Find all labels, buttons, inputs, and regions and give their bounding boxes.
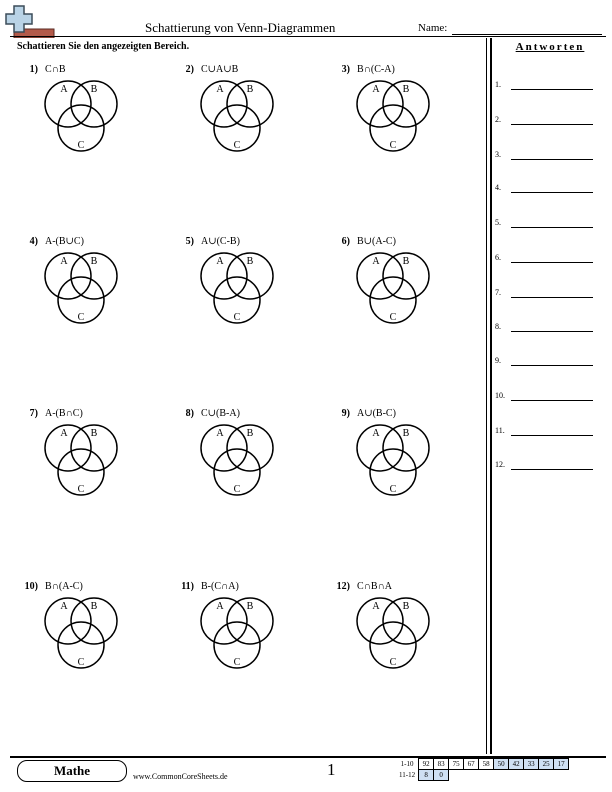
problem-expression: A∪(B-C) bbox=[357, 408, 396, 419]
problem-number: 9) bbox=[341, 408, 350, 419]
venn-circle-a[interactable] bbox=[45, 598, 91, 644]
score-cell-empty bbox=[509, 770, 524, 781]
venn-diagram[interactable] bbox=[356, 424, 436, 500]
venn-label-c: C bbox=[389, 484, 397, 495]
problem-number: 5) bbox=[185, 236, 194, 247]
score-cell: 42 bbox=[509, 759, 524, 770]
answer-number: 6. bbox=[495, 253, 501, 262]
venn-diagram[interactable] bbox=[356, 252, 436, 328]
score-cell: 58 bbox=[479, 759, 494, 770]
score-cell-empty bbox=[524, 770, 539, 781]
problem-number: 1) bbox=[29, 64, 38, 75]
score-cell-empty bbox=[479, 770, 494, 781]
venn-label-c: C bbox=[389, 312, 397, 323]
answer-line-9[interactable] bbox=[511, 365, 593, 366]
score-cell: 0 bbox=[434, 770, 449, 781]
venn-label-c: C bbox=[77, 312, 85, 323]
problem-expression: C∪(B-A) bbox=[201, 408, 240, 419]
answer-number: 8. bbox=[495, 322, 501, 331]
answer-number: 5. bbox=[495, 218, 501, 227]
score-cell: 33 bbox=[524, 759, 539, 770]
answer-line-7[interactable] bbox=[511, 297, 593, 298]
venn-label-b: B bbox=[246, 601, 254, 612]
answer-line-10[interactable] bbox=[511, 400, 593, 401]
venn-circle-a[interactable] bbox=[201, 425, 247, 471]
answer-number: 11. bbox=[495, 426, 505, 435]
subject-badge: Mathe bbox=[17, 760, 127, 782]
venn-label-a: A bbox=[372, 256, 380, 267]
venn-label-a: A bbox=[216, 601, 224, 612]
problem-number: 12) bbox=[336, 581, 350, 592]
answer-column-divider bbox=[486, 38, 487, 754]
venn-label-c: C bbox=[233, 312, 241, 323]
score-cell: 75 bbox=[449, 759, 464, 770]
problem-number: 7) bbox=[29, 408, 38, 419]
venn-label-a: A bbox=[216, 84, 224, 95]
answer-number: 1. bbox=[495, 80, 501, 89]
venn-label-c: C bbox=[389, 657, 397, 668]
website-text: www.CommonCoreSheets.de bbox=[133, 772, 228, 781]
problem-expression: A∪(C-B) bbox=[201, 236, 240, 247]
score-cell: 8 bbox=[419, 770, 434, 781]
score-cell-empty bbox=[464, 770, 479, 781]
problem-number: 11) bbox=[181, 581, 194, 592]
score-cell-empty bbox=[449, 770, 464, 781]
venn-label-b: B bbox=[246, 256, 254, 267]
problem-expression: A-(B∪C) bbox=[45, 236, 84, 247]
problem-expression: B∩(A-C) bbox=[45, 581, 83, 592]
problem-expression: B∩(C-A) bbox=[357, 64, 395, 75]
score-table bbox=[397, 758, 569, 781]
answer-number: 4. bbox=[495, 183, 501, 192]
answer-line-2[interactable] bbox=[511, 124, 593, 125]
score-cell: 50 bbox=[494, 759, 509, 770]
venn-diagram[interactable] bbox=[200, 80, 280, 156]
venn-label-b: B bbox=[402, 428, 410, 439]
venn-label-a: A bbox=[60, 256, 68, 267]
score-cell-empty bbox=[494, 770, 509, 781]
problem-number: 2) bbox=[185, 64, 194, 75]
venn-diagram[interactable] bbox=[356, 80, 436, 156]
venn-label-c: C bbox=[389, 140, 397, 151]
venn-label-a: A bbox=[60, 601, 68, 612]
problem-expression: B∪(A-C) bbox=[357, 236, 396, 247]
venn-label-b: B bbox=[246, 428, 254, 439]
problem-expression: C∩B bbox=[45, 64, 66, 75]
page-number: 1 bbox=[327, 760, 336, 779]
score-row-label: 1-10 bbox=[400, 760, 414, 768]
venn-label-b: B bbox=[402, 601, 410, 612]
venn-label-c: C bbox=[233, 657, 241, 668]
score-cell: 92 bbox=[419, 759, 434, 770]
venn-label-b: B bbox=[402, 84, 410, 95]
venn-circle-a[interactable] bbox=[357, 253, 403, 299]
name-field-line[interactable] bbox=[452, 34, 602, 35]
score-row-label: 11-12 bbox=[399, 771, 416, 779]
venn-label-b: B bbox=[90, 84, 98, 95]
score-cell: 83 bbox=[434, 759, 449, 770]
venn-circle-a[interactable] bbox=[357, 425, 403, 471]
venn-label-c: C bbox=[233, 484, 241, 495]
venn-label-a: A bbox=[60, 84, 68, 95]
answer-line-11[interactable] bbox=[511, 435, 593, 436]
answer-number: 2. bbox=[495, 115, 501, 124]
answer-line-5[interactable] bbox=[511, 227, 593, 228]
answer-line-6[interactable] bbox=[511, 262, 593, 263]
venn-diagram[interactable] bbox=[44, 252, 124, 328]
venn-circle-a[interactable] bbox=[45, 425, 91, 471]
answer-number: 12. bbox=[495, 460, 505, 469]
venn-diagram[interactable] bbox=[44, 424, 124, 500]
venn-circle-a[interactable] bbox=[357, 81, 403, 127]
answer-line-1[interactable] bbox=[511, 89, 593, 90]
venn-circle-a[interactable] bbox=[45, 81, 91, 127]
instruction-text: Schattieren Sie den angezeigten Bereich. bbox=[17, 41, 190, 52]
venn-label-a: A bbox=[372, 428, 380, 439]
venn-circle-a[interactable] bbox=[201, 253, 247, 299]
answer-number: 7. bbox=[495, 288, 501, 297]
venn-diagram[interactable] bbox=[44, 80, 124, 156]
venn-label-c: C bbox=[77, 657, 85, 668]
answer-line-3[interactable] bbox=[511, 159, 593, 160]
venn-diagram[interactable] bbox=[200, 252, 280, 328]
venn-label-b: B bbox=[402, 256, 410, 267]
venn-label-a: A bbox=[60, 428, 68, 439]
problem-number: 10) bbox=[24, 581, 38, 592]
venn-circle-a[interactable] bbox=[201, 81, 247, 127]
answer-line-12[interactable] bbox=[511, 469, 593, 470]
score-cell-empty bbox=[554, 770, 569, 781]
answer-number: 10. bbox=[495, 391, 505, 400]
venn-diagram[interactable] bbox=[44, 597, 124, 673]
name-label: Name: bbox=[418, 22, 448, 34]
problem-expression: B-(C∩A) bbox=[201, 581, 239, 592]
problem-number: 3) bbox=[341, 64, 350, 75]
score-cell-empty bbox=[539, 770, 554, 781]
problem-expression: A-(B∩C) bbox=[45, 408, 83, 419]
problem-number: 6) bbox=[341, 236, 350, 247]
problem-number: 4) bbox=[29, 236, 38, 247]
problem-expression: C∪A∪B bbox=[201, 64, 239, 75]
venn-label-a: A bbox=[372, 601, 380, 612]
venn-label-b: B bbox=[90, 428, 98, 439]
problem-expression: C∩B∩A bbox=[357, 581, 393, 592]
answer-line-8[interactable] bbox=[511, 331, 593, 332]
problem-number: 8) bbox=[185, 408, 194, 419]
venn-label-a: A bbox=[216, 428, 224, 439]
venn-circle-a[interactable] bbox=[357, 598, 403, 644]
page-title: Schattierung von Venn-Diagrammen bbox=[145, 20, 336, 35]
venn-label-c: C bbox=[77, 140, 85, 151]
score-row bbox=[397, 759, 569, 770]
venn-label-c: C bbox=[233, 140, 241, 151]
answer-number: 3. bbox=[495, 150, 501, 159]
venn-label-b: B bbox=[90, 256, 98, 267]
header-divider bbox=[10, 36, 606, 37]
venn-label-c: C bbox=[77, 484, 85, 495]
score-row bbox=[397, 770, 569, 781]
answer-number: 9. bbox=[495, 356, 501, 365]
venn-circle-a[interactable] bbox=[45, 253, 91, 299]
score-cell: 17 bbox=[554, 759, 569, 770]
venn-label-b: B bbox=[90, 601, 98, 612]
venn-diagram[interactable] bbox=[356, 597, 436, 673]
logo-icon bbox=[2, 4, 58, 38]
answer-line-4[interactable] bbox=[511, 192, 593, 193]
answer-column-divider-thick bbox=[490, 38, 492, 754]
venn-circle-a[interactable] bbox=[201, 598, 247, 644]
venn-label-b: B bbox=[246, 84, 254, 95]
venn-label-a: A bbox=[372, 84, 380, 95]
venn-diagram[interactable] bbox=[200, 424, 280, 500]
score-cell: 67 bbox=[464, 759, 479, 770]
venn-diagram[interactable] bbox=[200, 597, 280, 673]
venn-label-a: A bbox=[216, 256, 224, 267]
answers-title: Antworten bbox=[515, 41, 585, 53]
score-cell: 25 bbox=[539, 759, 554, 770]
